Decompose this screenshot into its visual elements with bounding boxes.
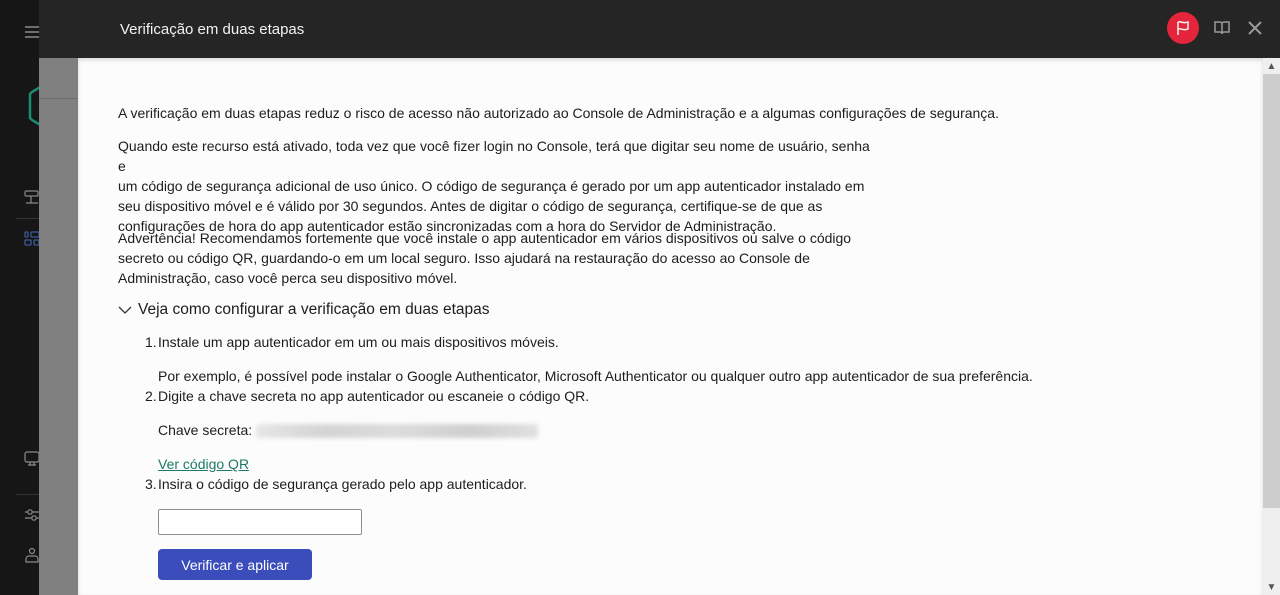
view-qr-link-row bbox=[158, 454, 249, 474]
step-number: 1. bbox=[145, 334, 157, 350]
overlay-divider bbox=[39, 98, 78, 99]
sliders-icon[interactable] bbox=[24, 507, 40, 523]
step-2 bbox=[145, 386, 590, 406]
text-line: um código de segurança adicional de uso único. O código de segurança é gerado por um app autenticador instalado em bbox=[118, 178, 865, 194]
feedback-button[interactable] bbox=[1167, 12, 1199, 44]
text-line: seu dispositivo móvel e é válido por 30 segundos. Antes de digitar o código de segurança, certifique-se de que as bbox=[118, 198, 823, 214]
text-line: secreto ou código QR, guardando-o em um local seguro. Isso ajudará na restauração do acesso ao Console de bbox=[118, 250, 810, 266]
sidebar bbox=[0, 0, 39, 595]
secret-key-row bbox=[158, 420, 538, 440]
step-text: Digite a chave secreta no app autenticador ou escaneie o código QR. bbox=[158, 388, 590, 404]
step-text: Instale um app autenticador em um ou mais dispositivos móveis. bbox=[158, 334, 559, 350]
step-text: Insira o código de segurança gerado pelo app autenticador. bbox=[158, 476, 527, 492]
view-qr-code-link[interactable]: Ver código QR bbox=[158, 456, 250, 472]
toggle-label: Veja como configurar a verificação em duas etapas bbox=[138, 301, 490, 318]
server-icon[interactable] bbox=[24, 189, 40, 205]
sidebar-divider bbox=[16, 218, 40, 219]
intro-text: A verificação em duas etapas reduz o risco de acesso não autorizado ao Console de Administração e a algumas configurações de segurança. bbox=[118, 105, 999, 121]
step-1-detail: Por exemplo, é possível pode instalar o Google Authenticator, Microsoft Authenticator ou qualquer outro app autenticador de sua preferência. bbox=[158, 368, 1033, 384]
dashboard-icon[interactable] bbox=[24, 231, 40, 247]
secret-key-value bbox=[256, 424, 538, 438]
close-button[interactable] bbox=[1246, 19, 1264, 37]
security-code-input[interactable] bbox=[158, 509, 362, 535]
close-icon bbox=[1248, 21, 1262, 35]
dialog-title: Verificação em duas etapas bbox=[120, 21, 305, 38]
step-1 bbox=[145, 332, 559, 352]
monitor-icon[interactable] bbox=[24, 451, 40, 467]
vertical-scrollbar[interactable] bbox=[1263, 58, 1280, 595]
step-3 bbox=[145, 474, 527, 494]
step-number: 2. bbox=[145, 388, 157, 404]
text-line: configurações de hora do app autenticador estão sincronizadas com a hora do Servidor de Administração. bbox=[118, 218, 777, 234]
scroll-thumb[interactable] bbox=[1263, 74, 1280, 508]
text-line: Quando este recurso está ativado, toda vez que você fizer login no Console, terá que digitar seu nome de usuário, senha e bbox=[118, 138, 870, 174]
verify-and-apply-button[interactable]: Verificar e aplicar bbox=[158, 549, 312, 580]
scroll-down-icon[interactable]: ▼ bbox=[1266, 581, 1277, 593]
setup-instructions-toggle[interactable] bbox=[118, 301, 490, 319]
warning-paragraph bbox=[118, 228, 878, 288]
help-button[interactable] bbox=[1213, 19, 1231, 37]
text-line: Administração, caso você perca seu dispositivo móvel. bbox=[118, 270, 458, 286]
sidebar-divider bbox=[16, 494, 40, 495]
description-paragraph bbox=[118, 136, 878, 236]
menu-icon[interactable] bbox=[24, 24, 40, 40]
chevron-down-icon bbox=[118, 305, 132, 315]
text-line: Advertência! Recomendamos fortemente que você instale o app autenticador em vários dispositivos ou salve o código bbox=[118, 230, 852, 246]
dialog-header bbox=[39, 0, 1280, 58]
user-icon[interactable] bbox=[24, 547, 40, 563]
step-number: 3. bbox=[145, 476, 157, 492]
secret-key-label: Chave secreta: bbox=[158, 422, 253, 438]
scroll-up-icon[interactable]: ▲ bbox=[1266, 60, 1277, 72]
book-icon bbox=[1214, 21, 1230, 35]
flag-icon bbox=[1175, 20, 1191, 36]
